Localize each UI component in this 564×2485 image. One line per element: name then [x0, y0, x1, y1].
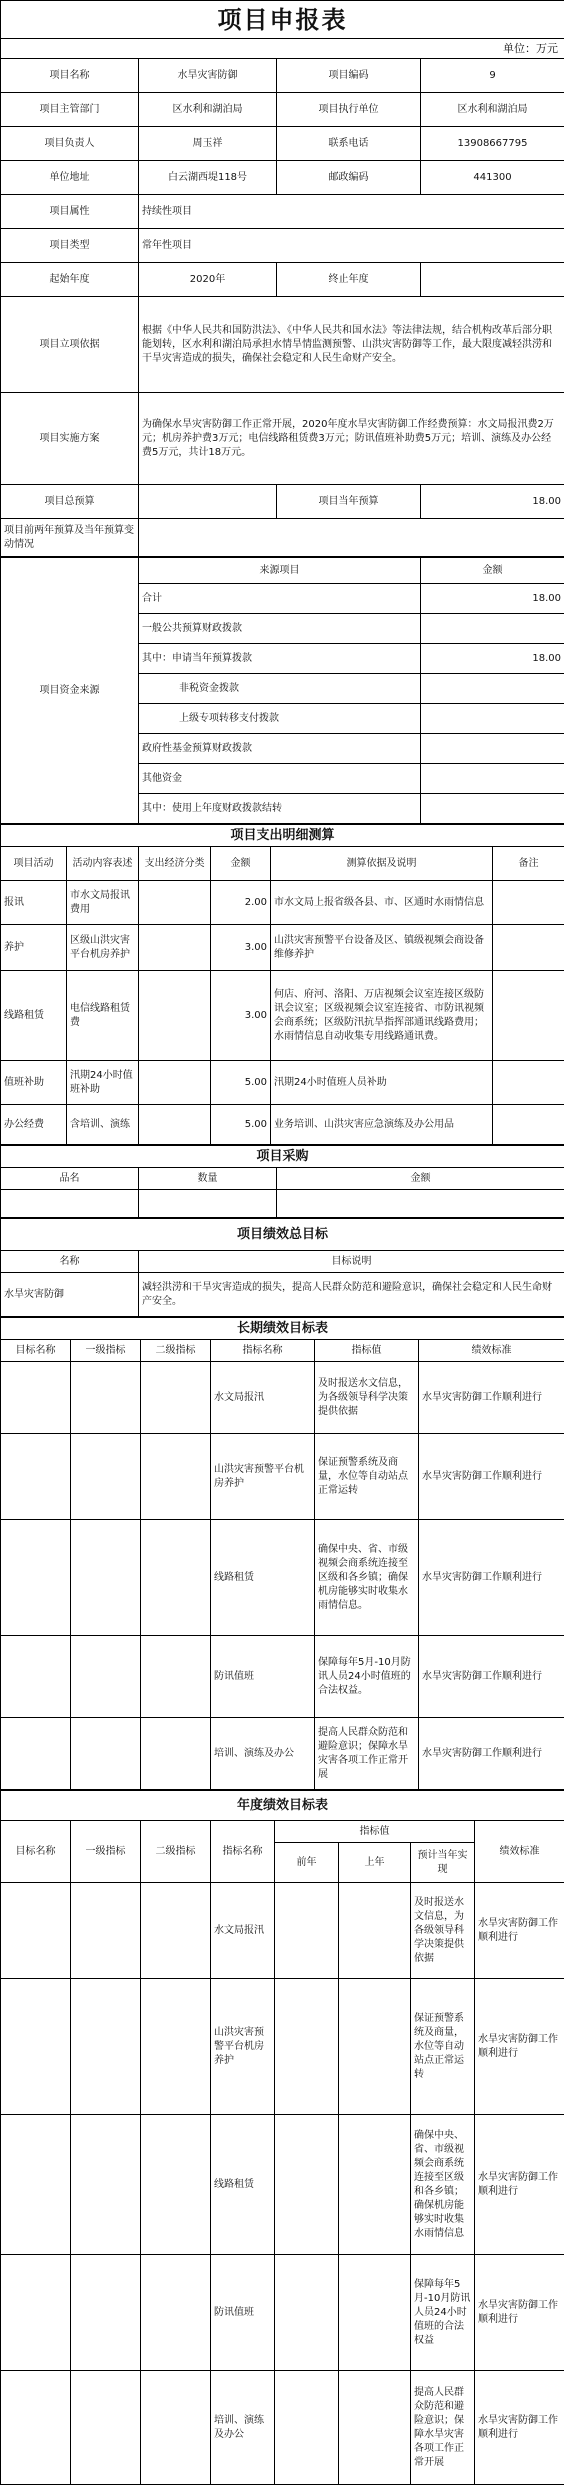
annual-cell: [141, 1979, 211, 2115]
expense-amount: 5.00: [211, 1061, 271, 1105]
value-exec: 区水利和湖泊局: [421, 93, 564, 127]
value-project-name: 水旱灾害防御: [139, 59, 277, 93]
long-term-standard: 水旱灾害防御工作顺利进行: [419, 1434, 564, 1520]
annual-value: 确保中央、省、市级视频会商系统连接至区级和各乡镇；确保机房能够实时收集水雨情信息: [411, 2115, 475, 2255]
value-phone: 13908667795: [421, 127, 564, 161]
expense-activity: 线路租赁: [1, 971, 67, 1061]
funding-row-name: 上级专项转移支付拨款: [139, 704, 421, 734]
expense-note: [493, 1105, 564, 1145]
annual-standard: 水旱灾害防御工作顺利进行: [475, 2115, 564, 2255]
label-type: 项目类型: [1, 229, 139, 263]
expense-header: 备注: [493, 847, 564, 881]
label-exec: 项目执行单位: [277, 93, 421, 127]
funding-row-amount: [421, 734, 564, 764]
expense-content: 电信线路租赁费: [67, 971, 139, 1061]
long-term-indicator: 线路租赁: [211, 1520, 315, 1636]
annual-cell: [275, 1883, 339, 1979]
long-term-cell: [141, 1520, 211, 1636]
expense-header: 活动内容表述: [67, 847, 139, 881]
expense-category: [139, 1061, 211, 1105]
long-term-cell: [1, 1718, 71, 1790]
unit-label: 单位：万元: [1, 39, 564, 59]
expense-note: [493, 881, 564, 925]
procurement-cell: [1, 1190, 139, 1218]
label-project-code: 项目编码: [277, 59, 421, 93]
annual-indicator: 线路租赁: [211, 2115, 275, 2255]
annual-cell: [1, 2255, 71, 2371]
long-term-indicator: 水文局报汛: [211, 1362, 315, 1434]
long-term-standard: 水旱灾害防御工作顺利进行: [419, 1718, 564, 1790]
long-term-indicator: 培训、演练及办公: [211, 1718, 315, 1790]
value-change: [139, 519, 564, 557]
expense-header: 项目活动: [1, 847, 67, 881]
page-title: 项目申报表: [1, 1, 564, 39]
overall-goal-table: [0, 1218, 564, 1317]
label-phone: 联系电话: [277, 127, 421, 161]
funding-row-amount: 18.00: [421, 644, 564, 674]
annual-value: 保障每年5月-10月防讯人员24小时值班的合法权益: [411, 2255, 475, 2371]
funding-row-amount: [421, 704, 564, 734]
long-term-indicator: 防讯值班: [211, 1636, 315, 1718]
expense-note: [493, 925, 564, 971]
annual-value: 提高人民群众防范和避险意识；保障水旱灾害各项工作正常开展: [411, 2371, 475, 2485]
procurement-title: 项目采购: [1, 1146, 564, 1168]
long-term-standard: 水旱灾害防御工作顺利进行: [419, 1362, 564, 1434]
long-term-header: 目标名称: [1, 1340, 71, 1362]
long-term-value: 提高人民群众防范和避险意识；保障水旱灾害各项工作正常开展: [315, 1718, 419, 1790]
long-term-cell: [71, 1636, 141, 1718]
expense-category: [139, 881, 211, 925]
funding-row-name: 合计: [139, 584, 421, 614]
annual-standard: 水旱灾害防御工作顺利进行: [475, 1979, 564, 2115]
annual-cell: [339, 2371, 411, 2485]
expense-amount: 3.00: [211, 971, 271, 1061]
long-term-value: 及时报送水文信息，为各级领导科学决策提供依据: [315, 1362, 419, 1434]
long-term-indicator: 山洪灾害预警平台机房养护: [211, 1434, 315, 1520]
value-zip: 441300: [421, 161, 564, 195]
expense-content: 区级山洪灾害平台机房养护: [67, 925, 139, 971]
long-term-header: 绩效标准: [419, 1340, 564, 1362]
value-end: [421, 263, 564, 297]
annual-cell: [71, 2255, 141, 2371]
long-term-cell: [141, 1434, 211, 1520]
expense-content: 市水文局报讯费用: [67, 881, 139, 925]
funding-row-name: 一般公共预算财政拨款: [139, 614, 421, 644]
annual-cell: [141, 2371, 211, 2485]
long-term-cell: [141, 1362, 211, 1434]
value-project-code: 9: [421, 59, 564, 93]
expense-basis: 山洪灾害预警平台设备及区、镇级视频会商设备维修养护: [271, 925, 493, 971]
overall-goal-name-header: 名称: [1, 1251, 139, 1273]
annual-subheader: 前年: [275, 1843, 339, 1883]
funding-row-name: 政府性基金预算财政拨款: [139, 734, 421, 764]
label-attr: 项目属性: [1, 195, 139, 229]
annual-indicator: 培训、演练及办公: [211, 2371, 275, 2485]
funding-row-amount: [421, 674, 564, 704]
label-funding: 项目资金来源: [1, 558, 139, 824]
long-term-standard: 水旱灾害防御工作顺利进行: [419, 1520, 564, 1636]
funding-row-name: 其他资金: [139, 764, 421, 794]
annual-cell: [71, 2115, 141, 2255]
long-term-header: 二级指标: [141, 1340, 211, 1362]
long-term-cell: [1, 1362, 71, 1434]
expense-content: 含培训、演练: [67, 1105, 139, 1145]
long-term-cell: [141, 1718, 211, 1790]
expense-basis: 市水文局上报省级各县、市、区通时水雨情信息: [271, 881, 493, 925]
funding-row-name: 其中：申请当年预算拨款: [139, 644, 421, 674]
expense-note: [493, 1061, 564, 1105]
funding-row-amount: [421, 614, 564, 644]
value-basis: 根据《中华人民共和国防洪法》、《中华人民共和国水法》等法律法规，结合机构改革后部分职能划转，区水利和湖泊局承担水情旱情监测预警、山洪灾害防御等工作，最大限度减轻洪涝和干旱灾害造成的损失，确保社会稳定和人民生命财产安全。: [139, 297, 564, 393]
expense-category: [139, 971, 211, 1061]
annual-subheader: 上年: [339, 1843, 411, 1883]
procurement-header: 金额: [277, 1168, 564, 1190]
annual-cell: [1, 2115, 71, 2255]
annual-indicator: 防讯值班: [211, 2255, 275, 2371]
procurement-table: [0, 1145, 564, 1218]
expense-header: 测算依据及说明: [271, 847, 493, 881]
value-current: 18.00: [421, 485, 564, 519]
funding-row-name: 其中：使用上年度财政拨款结转: [139, 794, 421, 824]
expense-header: 支出经济分类: [139, 847, 211, 881]
procurement-header: 品名: [1, 1168, 139, 1190]
annual-header: 指标名称: [211, 1821, 275, 1883]
label-start: 起始年度: [1, 263, 139, 297]
annual-cell: [339, 2115, 411, 2255]
overall-goal-title: 项目绩效总目标: [1, 1219, 564, 1251]
annual-standard: 水旱灾害防御工作顺利进行: [475, 2255, 564, 2371]
annual-cell: [275, 2371, 339, 2485]
long-term-cell: [1, 1636, 71, 1718]
annual-cell: [275, 1979, 339, 2115]
procurement-cell: [139, 1190, 277, 1218]
annual-title: 年度绩效目标表: [1, 1791, 564, 1821]
annual-header: 指标值: [275, 1821, 475, 1843]
long-term-title: 长期绩效目标表: [1, 1318, 564, 1340]
value-address: 白云湖西堤118号: [139, 161, 277, 195]
long-term-value: 保证预警系统及商量，水位等自动站点正常运转: [315, 1434, 419, 1520]
long-term-standard: 水旱灾害防御工作顺利进行: [419, 1636, 564, 1718]
long-term-value: 确保中央、省、市级视频会商系统连接至区级和各乡镇；确保机房能够实时收集水雨情信息。: [315, 1520, 419, 1636]
expense-note: [493, 971, 564, 1061]
annual-cell: [141, 2255, 211, 2371]
annual-cell: [1, 2371, 71, 2485]
annual-cell: [339, 1883, 411, 1979]
annual-cell: [1, 1883, 71, 1979]
annual-standard: 水旱灾害防御工作顺利进行: [475, 2371, 564, 2485]
long-term-header: 指标名称: [211, 1340, 315, 1362]
expense-amount: 2.00: [211, 881, 271, 925]
label-dept: 项目主管部门: [1, 93, 139, 127]
expense-category: [139, 1105, 211, 1145]
funding-source-header: 来源项目: [139, 558, 421, 584]
expense-category: [139, 925, 211, 971]
label-zip: 邮政编码: [277, 161, 421, 195]
procurement-header: 数量: [139, 1168, 277, 1190]
funding-row-amount: [421, 794, 564, 824]
annual-standard: 水旱灾害防御工作顺利进行: [475, 1883, 564, 1979]
annual-indicator: 水文局报汛: [211, 1883, 275, 1979]
long-term-header: 指标值: [315, 1340, 419, 1362]
value-dept: 区水利和湖泊局: [139, 93, 277, 127]
expense-basis: 汛期24小时值班人员补助: [271, 1061, 493, 1105]
annual-cell: [339, 2255, 411, 2371]
expense-amount: 5.00: [211, 1105, 271, 1145]
funding-amount-header: 金额: [421, 558, 564, 584]
funding-row-amount: 18.00: [421, 584, 564, 614]
annual-value: 及时报送水文信息，为各级领导科学决策提供依据: [411, 1883, 475, 1979]
annual-cell: [141, 2115, 211, 2255]
annual-cell: [1, 1979, 71, 2115]
funding-table: [0, 557, 564, 824]
expense-table: [0, 824, 564, 1145]
annual-value: 保证预警系统及商量，水位等自动站点正常运转: [411, 1979, 475, 2115]
label-total: 项目总预算: [1, 485, 139, 519]
value-plan: 为确保水旱灾害防御工作正常开展，2020年度水旱灾害防御工作经费预算：水文局报汛费2万元；机房养护费3万元；电信线路租赁费3万元；防讯值班补助费5万元；培训、演练及办公经费5万元，共计18万元。: [139, 393, 564, 485]
annual-header: 二级指标: [141, 1821, 211, 1883]
annual-cell: [339, 1979, 411, 2115]
annual-cell: [71, 2371, 141, 2485]
long-term-cell: [71, 1362, 141, 1434]
value-type: 常年性项目: [139, 229, 564, 263]
expense-activity: 办公经费: [1, 1105, 67, 1145]
procurement-cell: [277, 1190, 564, 1218]
expense-basis: 何店、府河、洛阳、万店视频会议室连接区级防讯会议室；区级视频会议室连接省、市防讯视频会商系统；区级防汛抗旱指挥部通讯线路费用；水雨情信息自动收集专用线路通讯费。: [271, 971, 493, 1061]
long-term-cell: [1, 1434, 71, 1520]
label-basis: 项目立项依据: [1, 297, 139, 393]
basic-info-table: [0, 0, 564, 557]
value-start: 2020年: [139, 263, 277, 297]
long-term-cell: [71, 1434, 141, 1520]
long-term-cell: [71, 1520, 141, 1636]
long-term-table: [0, 1317, 564, 1790]
label-leader: 项目负责人: [1, 127, 139, 161]
expense-header: 金额: [211, 847, 271, 881]
expense-activity: 值班补助: [1, 1061, 67, 1105]
value-total: [139, 485, 277, 519]
label-current: 项目当年预算: [277, 485, 421, 519]
annual-header: 绩效标准: [475, 1821, 564, 1883]
value-leader: 周玉祥: [139, 127, 277, 161]
label-plan: 项目实施方案: [1, 393, 139, 485]
annual-cell: [275, 2115, 339, 2255]
annual-subheader: 预计当年实现: [411, 1843, 475, 1883]
label-change: 项目前两年预算及当年预算变动情况: [1, 519, 139, 557]
expense-activity: 报讯: [1, 881, 67, 925]
long-term-cell: [71, 1718, 141, 1790]
annual-table: [0, 1790, 564, 2485]
annual-cell: [71, 1979, 141, 2115]
expense-amount: 3.00: [211, 925, 271, 971]
expense-content: 汛期24小时值班补助: [67, 1061, 139, 1105]
annual-cell: [141, 1883, 211, 1979]
overall-goal-desc-header: 目标说明: [139, 1251, 564, 1273]
overall-goal-name: 水旱灾害防御: [1, 1273, 139, 1317]
annual-header: 目标名称: [1, 1821, 71, 1883]
expense-activity: 养护: [1, 925, 67, 971]
label-project-name: 项目名称: [1, 59, 139, 93]
funding-row-amount: [421, 764, 564, 794]
long-term-cell: [1, 1520, 71, 1636]
expense-basis: 业务培训、山洪灾害应急演练及办公用品: [271, 1105, 493, 1145]
value-attr: 持续性项目: [139, 195, 564, 229]
funding-row-name: 非税资金拨款: [139, 674, 421, 704]
annual-indicator: 山洪灾害预警平台机房养护: [211, 1979, 275, 2115]
annual-cell: [275, 2255, 339, 2371]
long-term-cell: [141, 1636, 211, 1718]
label-address: 单位地址: [1, 161, 139, 195]
expense-title: 项目支出明细测算: [1, 825, 564, 847]
annual-cell: [71, 1883, 141, 1979]
annual-header: 一级指标: [71, 1821, 141, 1883]
long-term-header: 一级指标: [71, 1340, 141, 1362]
long-term-value: 保障每年5月-10月防讯人员24小时值班的合法权益。: [315, 1636, 419, 1718]
label-end: 终止年度: [277, 263, 421, 297]
overall-goal-desc: 减轻洪涝和干旱灾害造成的损失，提高人民群众防范和避险意识，确保社会稳定和人民生命财产安全。: [139, 1273, 564, 1317]
